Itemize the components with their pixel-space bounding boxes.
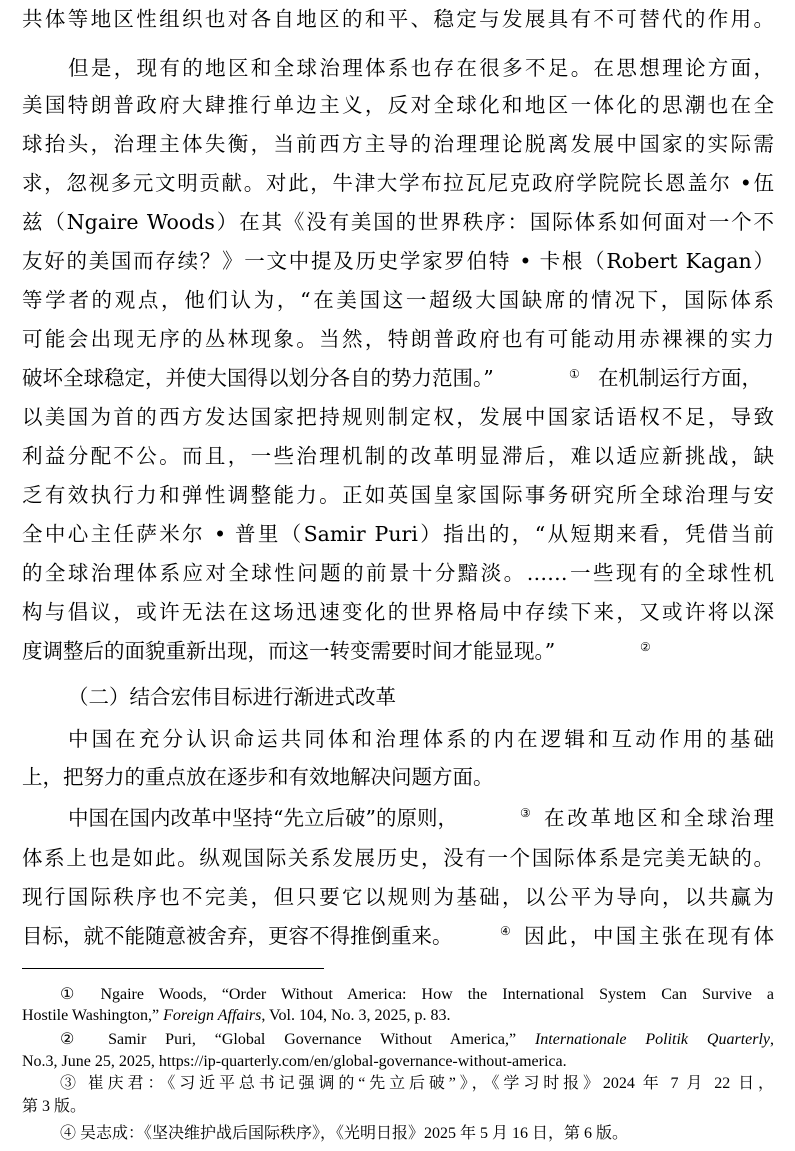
footnote-ref-1[interactable]: ①	[569, 367, 580, 381]
footnote-2-cont: No.3, June 25, 2025, https://ip-quarterly.com/en/global-governance-without-america.	[22, 1053, 567, 1070]
body-line: 在改革地区和全球治理	[544, 806, 774, 830]
body-line: 友好的美国而存续？》一文中提及历史学家罗伯特 • 卡根（Robert Kagan）	[22, 249, 774, 273]
body-line: 利益分配不公。而且，一些治理机制的改革明显滞后，难以适应新挑战，缺	[22, 444, 774, 468]
body-line: 中国在充分认识命运共同体和治理体系的内在逻辑和互动作用的基础	[68, 727, 774, 751]
body-line: 现行国际秩序也不完美，但只要它以规则为基础，以公平为导向，以共赢为	[22, 885, 774, 909]
body-line: 度调整后的面貌重新出现，而这一转变需要时间才能显现。”	[22, 639, 556, 663]
body-line: 可能会出现无序的丛林现象。当然，特朗普政府也有可能动用赤裸裸的实力	[22, 327, 774, 351]
footnote-ref-3[interactable]: ③	[520, 806, 531, 820]
body-line: 等学者的观点，他们认为，“在美国这一超级大国缺席的情况下，国际体系	[22, 288, 774, 312]
footnote-2	[60, 1029, 774, 1051]
body-line: 目标，就不能随意被舍弃，更容不得推倒重来。	[22, 924, 453, 948]
footnote-text: Hostile Washington,”	[22, 1007, 160, 1024]
body-line: 因此，中国主张在现有体	[524, 924, 774, 948]
footnote-3-cont: 第 3 版。	[22, 1098, 87, 1115]
body-line: 体系上也是如此。纵观国际关系发展历史，没有一个国际体系是完美无缺的。	[22, 846, 774, 870]
footnote-ref-2[interactable]: ②	[640, 640, 651, 654]
body-line: 上，把努力的重点放在逐步和有效地解决问题方面。	[22, 765, 494, 789]
footnote-ref-4[interactable]: ④	[500, 924, 511, 938]
body-line: 共体等地区性组织也对各自地区的和平、稳定与发展具有不可替代的作用。	[22, 7, 774, 31]
footnote-text: ② Samir Puri, “Global Governance Without America,”	[60, 1031, 517, 1048]
body-line: 乏有效执行力和弹性调整能力。正如英国皇家国际事务研究所全球治理与安	[22, 483, 774, 507]
journal-title: Foreign Affairs	[163, 1007, 262, 1024]
footnote-4: ④ 吴志成：《坚决维护战后国际秩序》，《光明日报》2025 年 5 月 16 日，第 6 版。	[60, 1125, 629, 1142]
body-line: 但是，现有的地区和全球治理体系也存在很多不足。在思想理论方面，	[68, 56, 774, 80]
body-line: 在机制运行方面，	[598, 366, 762, 390]
section-heading: （二）结合宏伟目标进行渐进式改革	[68, 685, 396, 709]
footnote-text: ,	[770, 1031, 775, 1048]
body-line: 球抬头，治理主体失衡，当前西方主导的治理理论脱离发展中国家的实际需	[22, 132, 774, 156]
body-line: 构与倡议，或许无法在这场迅速变化的世界格局中存续下来，又或许将以深	[22, 600, 774, 624]
journal-title: Internationale Politik Quarterly	[534, 1031, 771, 1048]
footnote-1-cont	[22, 1005, 774, 1027]
body-line: 破坏全球稳定，并使大国得以划分各自的势力范围。”	[22, 366, 494, 390]
footnote-3: ③ 崔庆君：《习近平总书记强调的“先立后破”》，《学习时报》2024 年 7 月 22 日，	[60, 1075, 774, 1092]
body-line: 求，忽视多元文明贡献。对此，牛津大学布拉瓦尼克政府学院院长恩盖尔 •伍	[22, 171, 774, 195]
body-line: 的全球治理体系应对全球性问题的前景十分黯淡。……一些现有的全球性机	[22, 561, 774, 585]
body-line: 美国特朗普政府大肆推行单边主义，反对全球化和地区一体化的思潮也在全	[22, 93, 774, 117]
footnote-text: , Vol. 104, No. 3, 2025, p. 83.	[261, 1007, 451, 1024]
body-line: 中国在国内改革中坚持“先立后破”的原则，	[68, 806, 458, 830]
body-line: 兹（Ngaire Woods）在其《没有美国的世界秩序：国际体系如何面对一个不	[22, 210, 774, 234]
footnote-divider	[22, 968, 324, 969]
body-line: 以美国为首的西方发达国家把持规则制定权，发展中国家话语权不足，导致	[22, 405, 774, 429]
body-line: 全中心主任萨米尔 • 普里（Samir Puri）指出的，“从短期来看，凭借当前	[22, 522, 774, 546]
footnote-1: ① Ngaire Woods, “Order Without America: How the International System Can Survive a	[60, 986, 774, 1003]
